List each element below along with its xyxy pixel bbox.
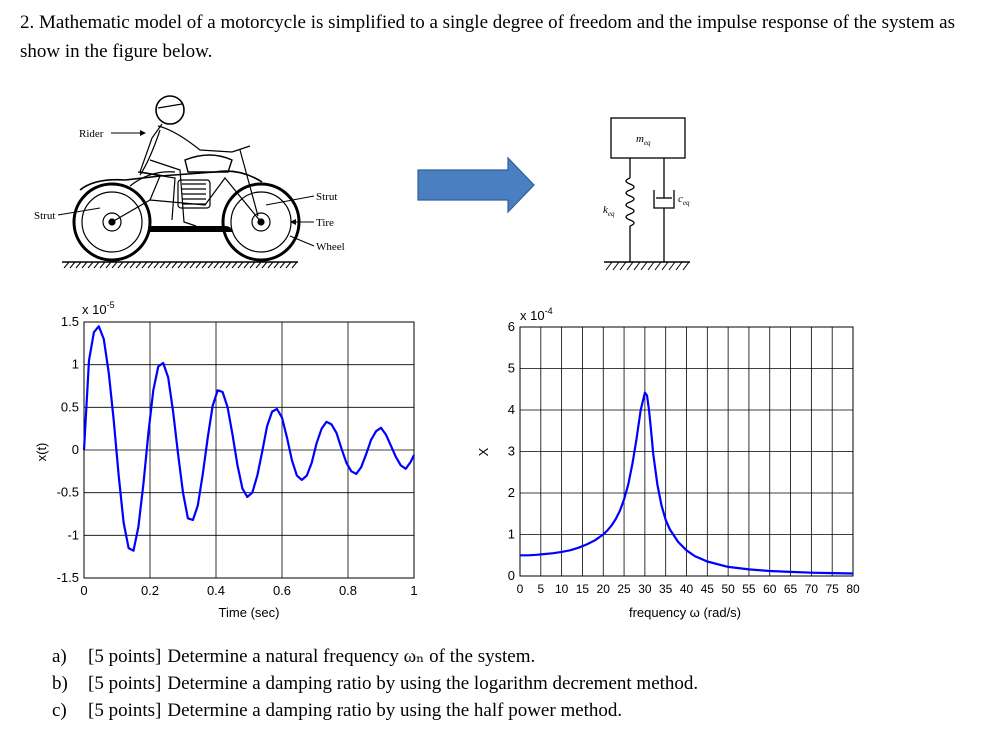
y-tick-label: 6 [507,319,515,334]
meq-label: $m_{eq}$ [636,133,651,147]
x-tick-label: 65 [783,582,798,596]
y-tick-label: 0 [507,568,515,583]
y-tick-label: -1 [67,527,79,543]
question-c [52,697,698,724]
y-tick-label: 1.5 [60,314,79,329]
x-tick-label: 70 [804,582,819,596]
x-tick-label: 10 [554,582,569,596]
question-text: Determine a damping ratio by using the logarithm decrement method. [167,673,699,694]
question-label: c) [52,700,67,721]
rider-label: Rider [79,128,104,140]
x-tick-label: 55 [742,582,756,596]
x-tick-label: 40 [679,582,694,596]
question-points: [5 points] [88,673,162,694]
chart1-exponent: x $10^{-5}$ [82,300,115,317]
x-tick-label: 60 [763,582,777,596]
y-tick-label: 4 [507,402,515,417]
x-tick-label: 5 [537,582,545,596]
x-tick-label: 35 [659,582,673,596]
x-tick-label: 20 [596,582,610,596]
x-tick-label: 0.2 [140,583,160,598]
question-text: Determine a natural frequency ωₙ of the system. [167,646,536,667]
chart2-exponent: x $10^{-4}$ [520,306,553,323]
wheel-label: Wheel [316,241,345,253]
question-a [52,643,698,670]
chart2-xlabel: frequency ω (rad/s) [628,605,742,620]
transform-arrow [418,158,534,212]
impulse-response-chart [34,300,418,620]
question-label: b) [52,673,68,694]
strut-right-label: Strut [316,191,338,203]
question-label: a) [52,646,67,667]
x-tick-label: 45 [700,582,714,596]
x-tick-label: 0.8 [338,583,358,598]
x-tick-label: 0 [80,583,88,598]
keq-label: $k_{eq}$ [603,204,615,218]
question-text: Determine a damping ratio by using the half power method. [167,700,623,721]
x-tick-label: 30 [638,582,652,596]
question-points: [5 points] [88,700,162,721]
y-tick-label: 0.5 [60,399,79,415]
question-b [52,670,698,697]
strut-left-label: Strut [34,210,56,222]
tire-label: Tire [316,217,334,229]
x-tick-label: 0.6 [272,583,292,598]
y-tick-label: 1 [507,526,515,542]
y-tick-label: 5 [507,360,515,376]
frequency-response-chart [476,306,860,620]
ground-hatching [64,262,297,268]
question-list [52,643,698,724]
x-tick-label: 50 [721,582,735,596]
x-tick-label: 1 [410,583,418,598]
ceq-label: $c_{eq}$ [678,193,690,207]
chart1-xlabel: Time (sec) [218,605,280,620]
question-points: [5 points] [88,646,162,667]
x-tick-label: 25 [617,582,631,596]
motorcycle-illustration [62,96,299,268]
x-tick-label: 15 [575,582,590,596]
y-tick-label: 1 [71,356,79,372]
x-tick-label: 80 [846,582,860,596]
y-tick-label: 0 [71,442,79,457]
chart2-ylabel: X [476,447,491,457]
problem-number: 2. [20,12,35,33]
problem-text: Mathematic model of a motorcycle is simplified to a single degree of freedom and the impulse response of the system as show in the figure below. [20,12,955,62]
y-tick-label: -0.5 [56,484,79,500]
y-tick-label: -1.5 [56,570,79,585]
x-tick-label: 0 [516,582,524,596]
y-tick-label: 2 [507,485,515,500]
chart1-ylabel: x(t) [34,442,49,462]
x-tick-label: 75 [825,582,839,596]
x-tick-label: 0.4 [206,583,226,598]
y-tick-label: 3 [507,443,515,459]
